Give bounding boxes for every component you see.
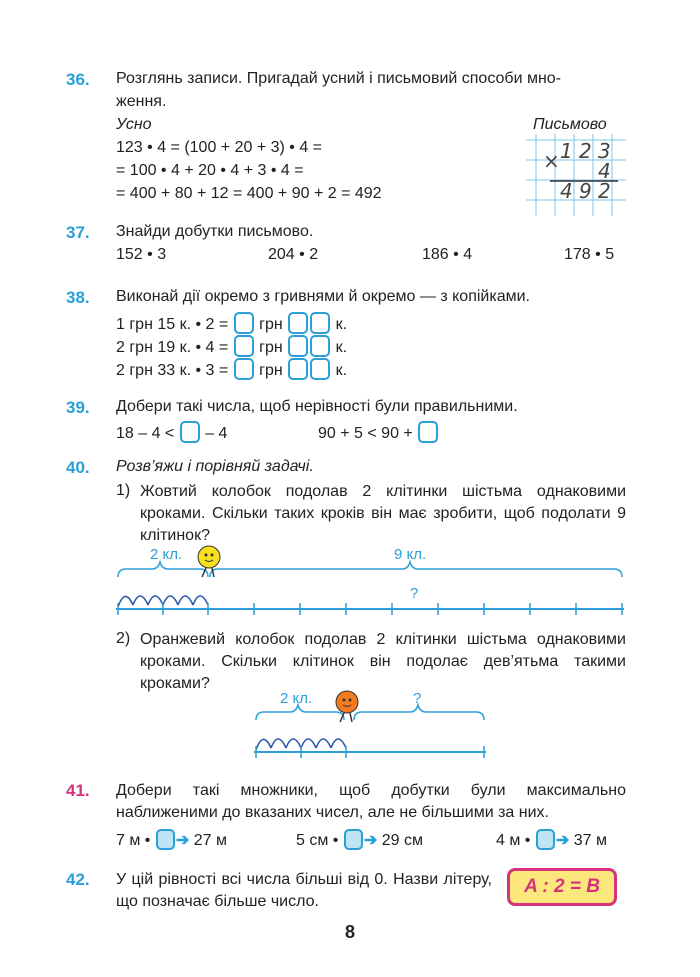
inequality-2 [318, 421, 439, 443]
grn-answer-box[interactable] [234, 335, 254, 357]
task-2-text: Оранжевий колобок подолав 2 клітинки шістьма однаковими кроками. Скільки клітинок він подолає дев’ятьма такими кроками? [140, 631, 626, 692]
inequality-1 [116, 421, 227, 443]
exercise-37-number: 37. [66, 223, 90, 242]
kop-label: к. [335, 316, 348, 333]
diagram-1-label-b: 9 кл. [394, 546, 427, 563]
exercise-42-number: 42. [66, 870, 90, 889]
kop-answer-box[interactable] [310, 312, 330, 334]
inequality-1-left: 18 – 4 < [116, 425, 175, 442]
written-result-digit-3: 2 [598, 179, 611, 203]
diagram-1-label-a: 2 кл. [150, 546, 183, 563]
exercise-38-row [116, 312, 347, 334]
exercise-36-text-line2: ження. [116, 93, 167, 110]
kop-label: к. [335, 339, 348, 356]
diagram-2-label-a: 2 кл. [280, 690, 313, 707]
row-expression: 1 грн 15 к. • 2 = [116, 316, 229, 333]
task-1-number: 1) [116, 482, 131, 499]
exercise-39-text: Добери такі числа, щоб нерівності були правильними. [116, 398, 518, 415]
item-right: 29 см [381, 832, 423, 849]
exercise-38-text: Виконай дії окремо з гривнями й окремо — з копійками. [116, 288, 530, 305]
written-sign: × [543, 149, 560, 173]
item-left: 4 м • [496, 832, 531, 849]
inequality-2-answer-box[interactable] [418, 421, 438, 443]
task-1-text: Жовтий колобок подолав 2 клітинки шістьма однаковими кроками. Скільки таких кроків він має зробити, щоб подолати 9 клітинок? [140, 483, 626, 544]
kop-answer-box[interactable] [288, 358, 308, 380]
exercise-41-item [116, 829, 227, 850]
exercise-37-text: Знайди добутки письмово. [116, 223, 314, 240]
oral-label: Усно [116, 116, 152, 133]
grn-label: грн [259, 362, 283, 379]
row-expression: 2 грн 33 к. • 3 = [116, 362, 229, 379]
exercise-41-text: Добери такі множники, щоб добутки були максимально наближеними до вказаних чисел, але не більшими за них. [116, 782, 626, 821]
grn-label: грн [259, 316, 283, 333]
factor-answer-box[interactable] [536, 829, 555, 850]
exercise-39-number: 39. [66, 398, 90, 417]
grn-answer-box[interactable] [234, 358, 254, 380]
exercise-37-item-1: 152 • 3 [116, 246, 167, 263]
kop-answer-box[interactable] [288, 312, 308, 334]
kop-answer-box[interactable] [310, 358, 330, 380]
oral-line-2: = 100 • 4 + 20 • 4 + 3 • 4 = [116, 162, 304, 179]
grn-label: грн [259, 339, 283, 356]
written-result-digit-1: 4 [560, 179, 573, 203]
exercise-37-item-2: 204 • 2 [268, 246, 319, 263]
grn-answer-box[interactable] [234, 312, 254, 334]
written-top-digit-3: 3 [598, 139, 611, 163]
formula-box: A : 2 = B [507, 868, 617, 906]
item-left: 5 см • [296, 832, 339, 849]
oral-line-3: = 400 + 80 + 12 = 400 + 90 + 2 = 492 [116, 185, 382, 202]
exercise-36-text-line1: Розглянь записи. Пригадай усний і письмовий способи мно- [116, 70, 562, 87]
item-left: 7 м • [116, 832, 151, 849]
exercise-37-item-4: 178 • 5 [564, 246, 615, 263]
kop-answer-box[interactable] [288, 335, 308, 357]
page-number: 8 [344, 922, 355, 942]
written-multiplication-grid [526, 134, 626, 216]
exercise-42-text: У цій рівності всі числа більші від 0. Назви літеру, що позначає більше число. [116, 871, 492, 910]
factor-answer-box[interactable] [156, 829, 175, 850]
task-2-number: 2) [116, 630, 131, 647]
yellow-kolobok-icon [198, 546, 220, 577]
exercise-38-number: 38. [66, 288, 90, 307]
diagram-1-question: ? [410, 585, 419, 602]
written-top-digit-2: 2 [579, 139, 592, 163]
exercise-37-item-3: 186 • 4 [422, 246, 473, 263]
exercise-41-item [496, 829, 607, 850]
inequality-1-answer-box[interactable] [180, 421, 200, 443]
factor-answer-box[interactable] [344, 829, 363, 850]
exercise-38-row [116, 358, 347, 380]
exercise-36-number: 36. [66, 70, 90, 89]
written-label: Письмово [533, 116, 607, 133]
arrow-right-icon: ➔ [175, 832, 190, 849]
kop-answer-box[interactable] [310, 335, 330, 357]
arrow-right-icon: ➔ [363, 832, 378, 849]
exercise-40-text: Розв’яжи і порівняй задачі. [116, 458, 314, 475]
exercise-41-number: 41. [66, 781, 90, 800]
kop-label: к. [335, 362, 348, 379]
diagram-1 [112, 545, 628, 620]
inequality-2-left: 90 + 5 < 90 + [318, 425, 413, 442]
exercise-41-item [296, 829, 423, 850]
exercise-38-row [116, 335, 347, 357]
written-multiplier: 4 [598, 159, 611, 183]
row-expression: 2 грн 19 к. • 4 = [116, 339, 229, 356]
arrow-right-icon: ➔ [555, 832, 570, 849]
inequality-1-right: – 4 [205, 425, 228, 442]
item-right: 37 м [573, 832, 607, 849]
diagram-2 [250, 690, 490, 762]
oral-line-1: 123 • 4 = (100 + 20 + 3) • 4 = [116, 139, 323, 156]
written-result-digit-2: 9 [579, 179, 592, 203]
diagram-2-question: ? [413, 690, 422, 707]
exercise-40-number: 40. [66, 458, 90, 477]
written-top-digit-1: 1 [560, 139, 573, 163]
item-right: 27 м [193, 832, 227, 849]
